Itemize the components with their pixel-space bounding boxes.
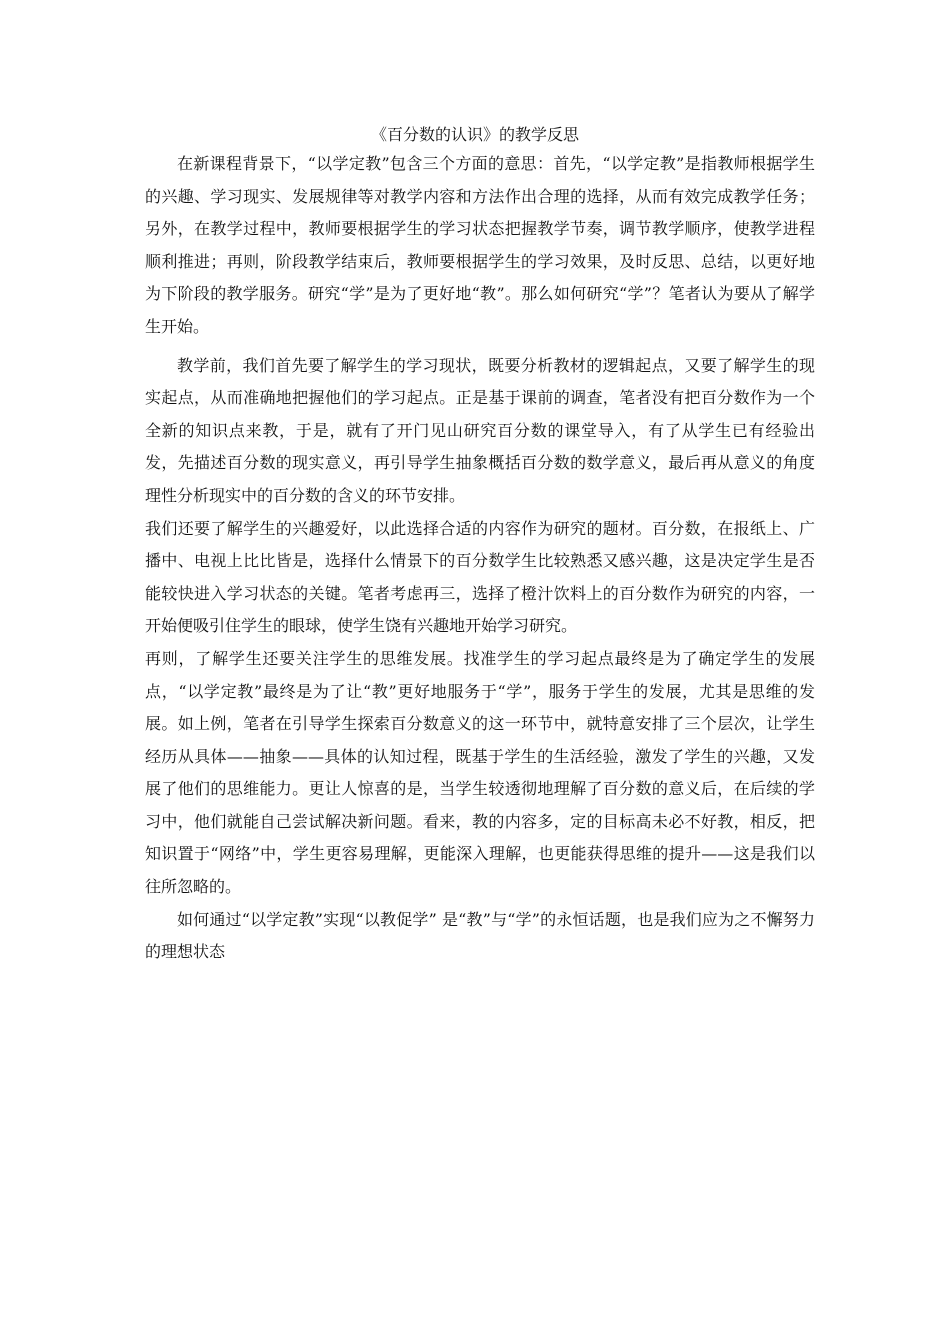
- paragraph-3: 我们还要了解学生的兴趣爱好，以此选择合适的内容作为研究的题材。百分数，在报纸上、广播中、电视上比比皆是，选择什么情景下的百分数学生比较熟悉又感兴趣，这是决定学生是否能较快进入学习状态的关键。笔者考虑再三，选择了橙汁饮料上的百分数作为研究的内容，一开始便吸引住学生的眼球，使学生饶有兴趣地开始学习研究。: [145, 518, 815, 636]
- paragraph-2: 教学前，我们首先要了解学生的学习现状，既要分析教材的逻辑起点，又要了解学生的现实起点，从而准确地把握他们的学习起点。正是基于课前的调查，笔者没有把百分数作为一个全新的知识点来教，于是，就有了开门见山研究百分数的课堂导入，有了从学生已有经验出发，先描述百分数的现实意义，再引导学生抽象概括百分数的数学意义，最后再从意义的角度理性分析现实中的百分数的含义的环节安排。: [145, 355, 815, 505]
- paragraph-1: 在新课程背景下，“以学定教”包含三个方面的意思：首先，“以学定教”是指教师根据学生的兴趣、学习现实、发展规律等对教学内容和方法作出合理的选择，从而有效完成教学任务；另外，在教学过程中，教师要根据学生的学习状态把握教学节奏，调节教学顺序，使教学进程顺利推进；再则，阶段教学结束后，教师要根据学生的学习效果，及时反思、总结，以更好地为下阶段的教学服务。研究“学”是为了更好地“教”。那么如何研究“学”？笔者认为要从了解学生开始。: [145, 154, 815, 336]
- paragraph-5: 如何通过“以学定教”实现“以教促学” 是“教”与“学”的永恒话题，也是我们应为之不懈努力的理想状态: [145, 909, 815, 962]
- paragraph-4: 再则，了解学生还要关注学生的思维发展。找准学生的学习起点最终是为了确定学生的发展点，“以学定教”最终是为了让“教”更好地服务于“学”，服务于学生的发展，尤其是思维的发展。如上例，笔者在引导学生探索百分数意义的这一环节中，就特意安排了三个层次，让学生经历从具体——抽象——具体的认知过程，既基于学生的生活经验，激发了学生的兴趣，又发展了他们的思维能力。更让人惊喜的是，当学生较透彻地理解了百分数的意义后，在后续的学习中，他们就能自己尝试解决新问题。看来，教的内容多，定的目标高未必不好教，相反，把知识置于“网络”中，学生更容易理解，更能深入理解，也更能获得思维的提升——这是我们以往所忽略的。: [145, 648, 815, 897]
- document-title: 《百分数的认识》的教学反思: [370, 125, 579, 144]
- document-body: [145, 148, 815, 977]
